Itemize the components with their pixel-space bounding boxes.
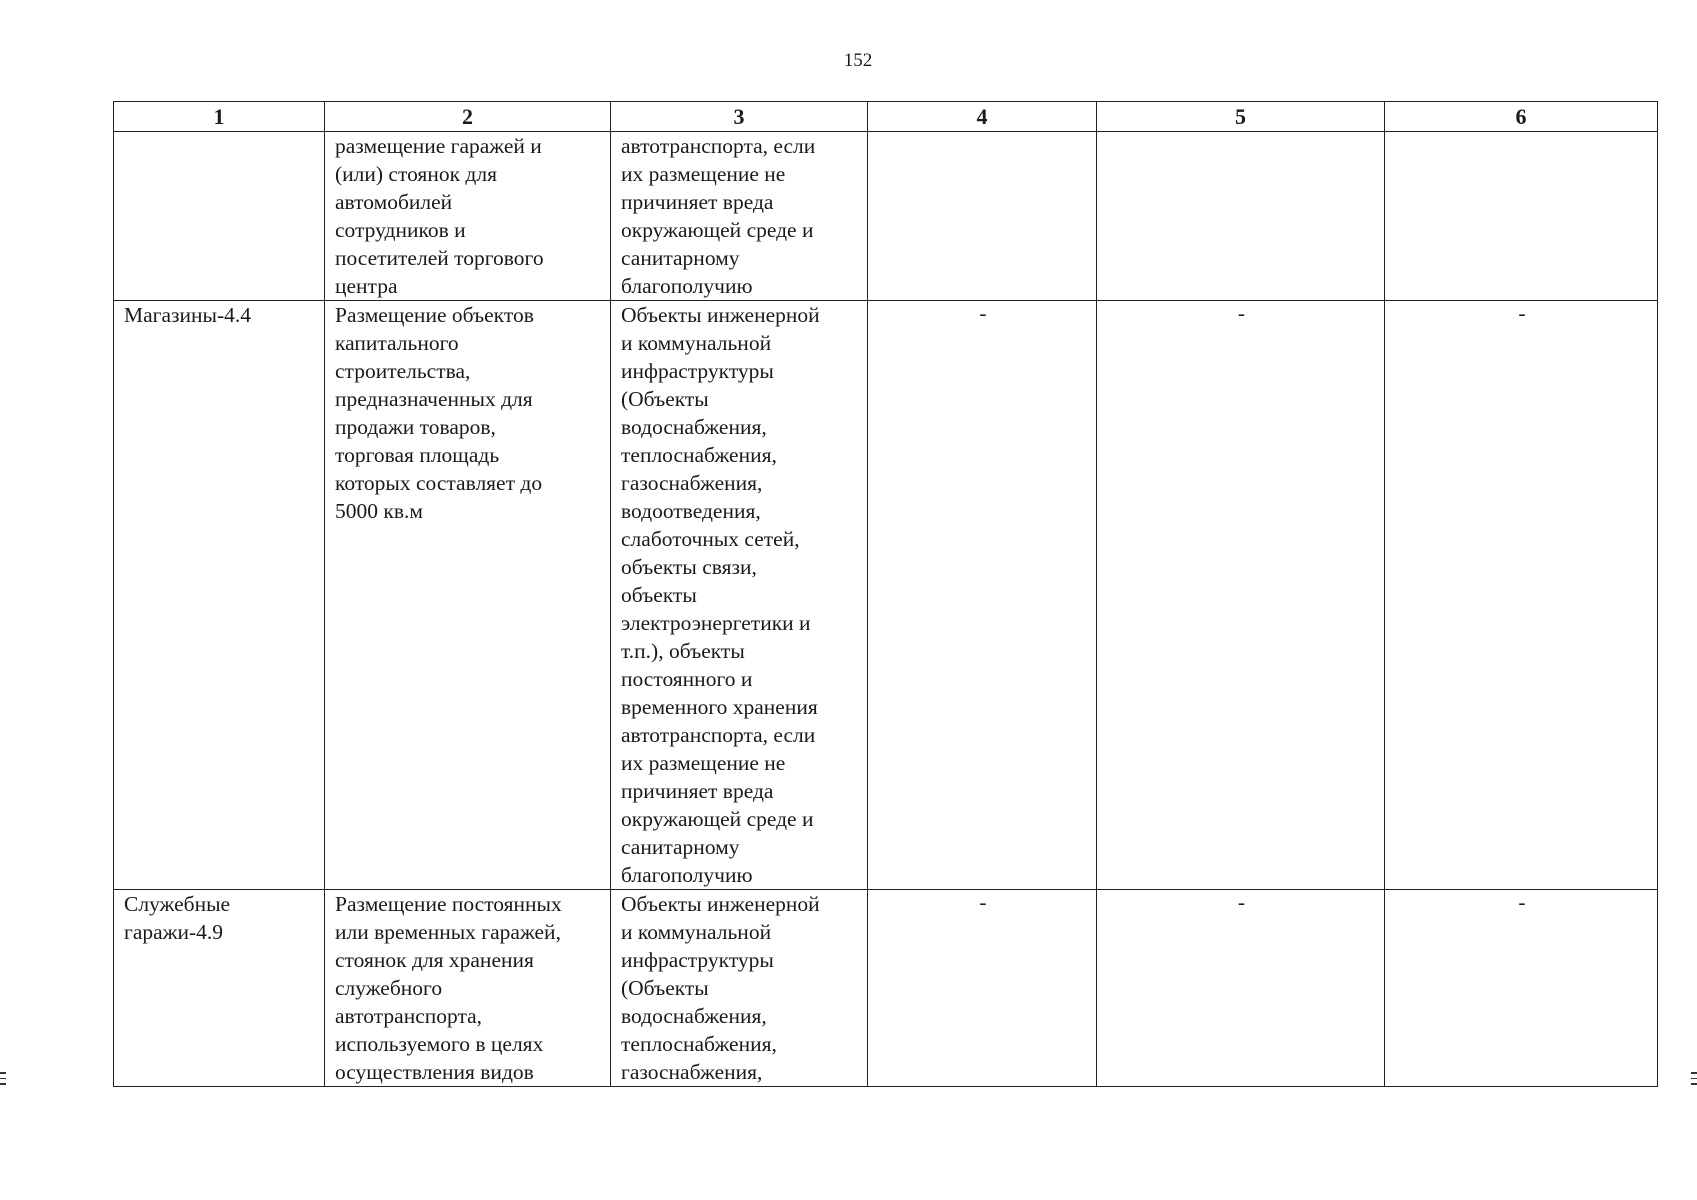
table-cell-use-type: Магазины-4.4 bbox=[114, 301, 325, 890]
table-cell-use-type bbox=[114, 132, 325, 301]
right-margin-mark bbox=[1691, 1072, 1697, 1092]
table-cell-col5: - bbox=[1097, 890, 1385, 1087]
table-row bbox=[114, 301, 1658, 890]
table-cell-col6: - bbox=[1385, 890, 1658, 1087]
table-cell-use-type: Служебные гаражи-4.9 bbox=[114, 890, 325, 1087]
table-cell-col4: - bbox=[868, 890, 1097, 1087]
column-header-3: 3 bbox=[611, 102, 868, 132]
table-cell-description: Размещение объектов капитального строительства, предназначенных для продажи товаров, торговая площадь которых составляет до 5000 кв.м bbox=[325, 301, 611, 890]
left-margin-mark bbox=[0, 1072, 6, 1092]
column-header-5: 5 bbox=[1097, 102, 1385, 132]
table-cell-col6: - bbox=[1385, 301, 1658, 890]
zoning-table bbox=[113, 101, 1658, 1087]
table-cell-description: размещение гаражей и (или) стоянок для автомобилей сотрудников и посетителей торгового центра bbox=[325, 132, 611, 301]
table-cell-auxiliary-uses: Объекты инженерной и коммунальной инфраструктуры (Объекты водоснабжения, теплоснабжения, газоснабжения, bbox=[611, 890, 868, 1087]
page-number: 152 bbox=[843, 50, 873, 71]
table-cell-col5: - bbox=[1097, 301, 1385, 890]
table-row bbox=[114, 890, 1658, 1087]
column-header-1: 1 bbox=[114, 102, 325, 132]
table-cell-auxiliary-uses: автотранспорта, если их размещение не причиняет вреда окружающей среде и санитарному благополучию bbox=[611, 132, 868, 301]
table-cell-col5 bbox=[1097, 132, 1385, 301]
column-header-2: 2 bbox=[325, 102, 611, 132]
table-cell-col6 bbox=[1385, 132, 1658, 301]
table-row bbox=[114, 132, 1658, 301]
table-cell-auxiliary-uses: Объекты инженерной и коммунальной инфраструктуры (Объекты водоснабжения, теплоснабжения, газоснабжения, водоотведения, слаботочных сетей, объекты связи, объекты электроэнергетики и т.п.), объекты постоянного и временного хранения автотранспорта, если их размещение не причиняет вреда окружающей среде и санитарному благополучию bbox=[611, 301, 868, 890]
table-cell-col4 bbox=[868, 132, 1097, 301]
table-header-row bbox=[114, 102, 1658, 132]
table-cell-col4: - bbox=[868, 301, 1097, 890]
table-cell-description: Размещение постоянных или временных гаражей, стоянок для хранения служебного автотранспорта, используемого в целях осуществления видов bbox=[325, 890, 611, 1087]
column-header-6: 6 bbox=[1385, 102, 1658, 132]
column-header-4: 4 bbox=[868, 102, 1097, 132]
